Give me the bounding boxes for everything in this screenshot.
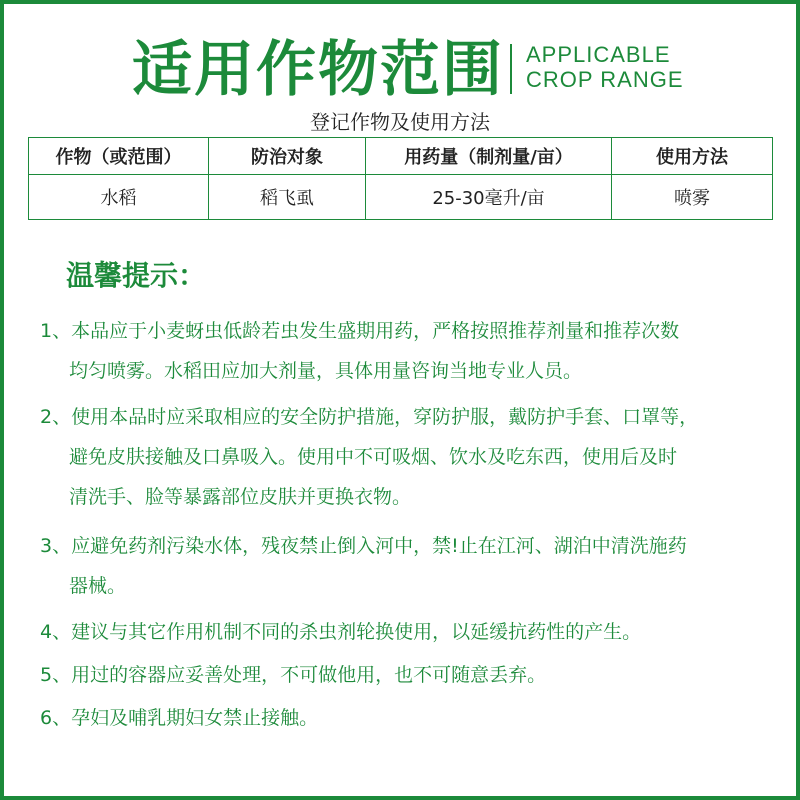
tip-line: 4、建议与其它作用机制不同的杀虫剂轮换使用，以延缓抗药性的产生。 [40,621,642,643]
header [0,24,800,114]
english-title [526,42,684,92]
cell-method: 喷雾 [612,175,773,220]
table-row [29,175,773,220]
tip-line: 2、使用本品时应采取相应的安全防护措施，穿防护服，戴防护手套、口罩等， [40,406,699,428]
title-divider [510,44,512,94]
tip-item-1 [40,311,775,391]
table-header-row [29,138,773,175]
tip-line: 器械。 [69,575,127,597]
english-title-line-2: CROP RANGE [526,67,684,92]
tips-heading: 温馨提示： [66,259,207,292]
column-header-crop: 作物（或范围） [29,138,209,175]
registration-table [28,137,773,220]
tip-item-6 [40,698,775,738]
tip-line: 6、孕妇及哺乳期妇女禁止接触。 [40,707,319,729]
table-caption: 登记作物及使用方法 [310,110,490,134]
english-title-line-1: APPLICABLE [526,42,671,67]
tip-line: 清洗手、脸等暴露部位皮肤并更换衣物。 [69,486,412,508]
page-title: 适用作物范围 [132,35,504,105]
tip-line: 均匀喷雾。水稻田应加大剂量，具体用量咨询当地专业人员。 [69,360,583,382]
cell-dosage: 25-30毫升/亩 [366,175,612,220]
tip-line: 1、本品应于小麦蚜虫低龄若虫发生盛期用药，严格按照推荐剂量和推荐次数 [40,320,680,342]
column-header-dosage: 用药量（制剂量/亩） [366,138,612,175]
tip-line: 避免皮肤接触及口鼻吸入。使用中不可吸烟、饮水及吃东西，使用后及时 [69,446,678,468]
tip-line: 5、用过的容器应妥善处理，不可做他用，也不可随意丢弃。 [40,664,547,686]
column-header-target: 防治对象 [209,138,366,175]
cell-target: 稻飞虱 [209,175,366,220]
cell-crop: 水稻 [29,175,209,220]
tip-item-4 [40,612,775,652]
tip-item-2 [40,397,775,517]
tip-item-5 [40,655,775,695]
column-header-method: 使用方法 [612,138,773,175]
tip-line: 3、应避免药剂污染水体，残夜禁止倒入河中，禁!止在江河、湖泊中清洗施药 [40,535,687,557]
tip-item-3 [40,526,775,606]
